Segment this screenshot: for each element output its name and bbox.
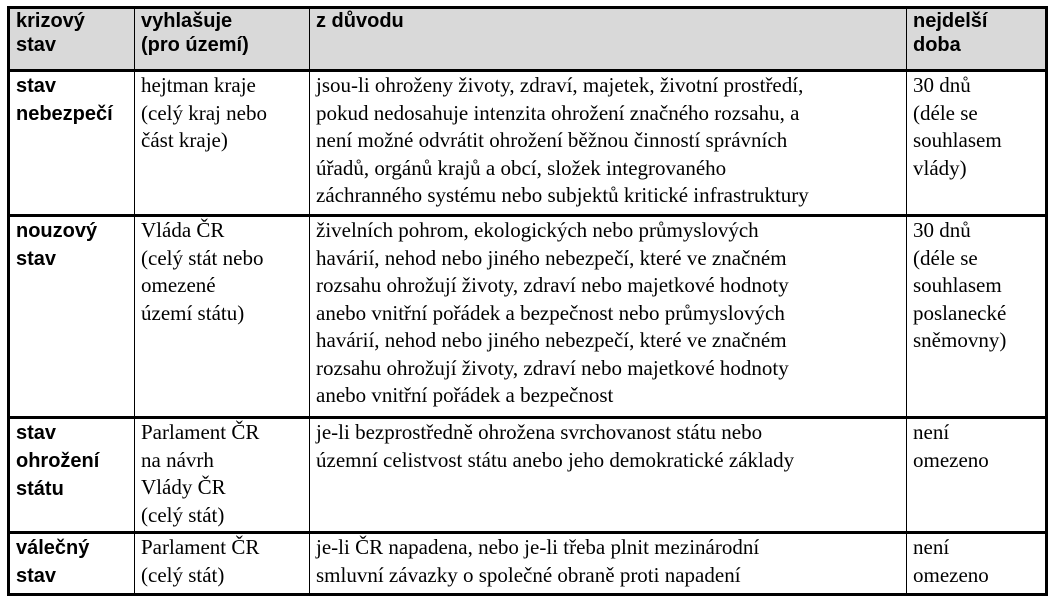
declares-cell: hejtman kraje (celý kraj nebo část kraje) <box>135 71 310 216</box>
header-duration: nejdelší doba <box>907 8 1047 71</box>
reason-cell: je-li ČR napadena, nebo je-li třeba plnit mezinárodní smluvní závazky o společné obraně proti napadení <box>310 533 907 595</box>
duration-cell: 30 dnů (déle se souhlasem vlády) <box>907 71 1047 216</box>
header-row <box>9 8 1047 71</box>
header-reason: z důvodu <box>310 8 907 71</box>
table-row <box>9 216 1047 418</box>
declares-cell: Vláda ČR (celý stát nebo omezené území státu) <box>135 216 310 418</box>
table-row <box>9 533 1047 595</box>
state-cell: stav nebezpečí <box>9 71 135 216</box>
declares-cell: Parlament ČR (celý stát) <box>135 533 310 595</box>
duration-cell: není omezeno <box>907 533 1047 595</box>
duration-cell: 30 dnů (déle se souhlasem poslanecké sněmovny) <box>907 216 1047 418</box>
header-state: krizový stav <box>9 8 135 71</box>
duration-cell: není omezeno <box>907 418 1047 533</box>
reason-cell: jsou-li ohroženy životy, zdraví, majetek, životní prostředí, pokud nedosahuje intenzita ohrožení značného rozsahu, a není možné odvrátit ohrožení běžnou činností správních úřadů, orgánů krajů a obcí, složek integrovaného záchranného systému nebo subjektů kritické infrastruktury <box>310 71 907 216</box>
declares-cell: Parlament ČR na návrh Vlády ČR (celý stát) <box>135 418 310 533</box>
table-row <box>9 418 1047 533</box>
reason-cell: je-li bezprostředně ohrožena svrchovanost státu nebo územní celistvost státu anebo jeho demokratické základy <box>310 418 907 533</box>
table-row <box>9 71 1047 216</box>
state-cell: nouzový stav <box>9 216 135 418</box>
state-cell: stav ohrožení státu <box>9 418 135 533</box>
state-cell: válečný stav <box>9 533 135 595</box>
crisis-states-table <box>7 6 1048 596</box>
reason-cell: živelních pohrom, ekologických nebo průmyslových havárií, nehod nebo jiného nebezpečí, které ve značném rozsahu ohrožují životy, zdraví nebo majetkové hodnoty anebo vnitřní pořádek a bezpečnost nebo průmyslových havárií, nehod nebo jiného nebezpečí, které ve značném rozsahu ohrožují životy, zdraví nebo majetkové hodnoty anebo vnitřní pořádek a bezpečnost <box>310 216 907 418</box>
header-declares: vyhlašuje (pro území) <box>135 8 310 71</box>
